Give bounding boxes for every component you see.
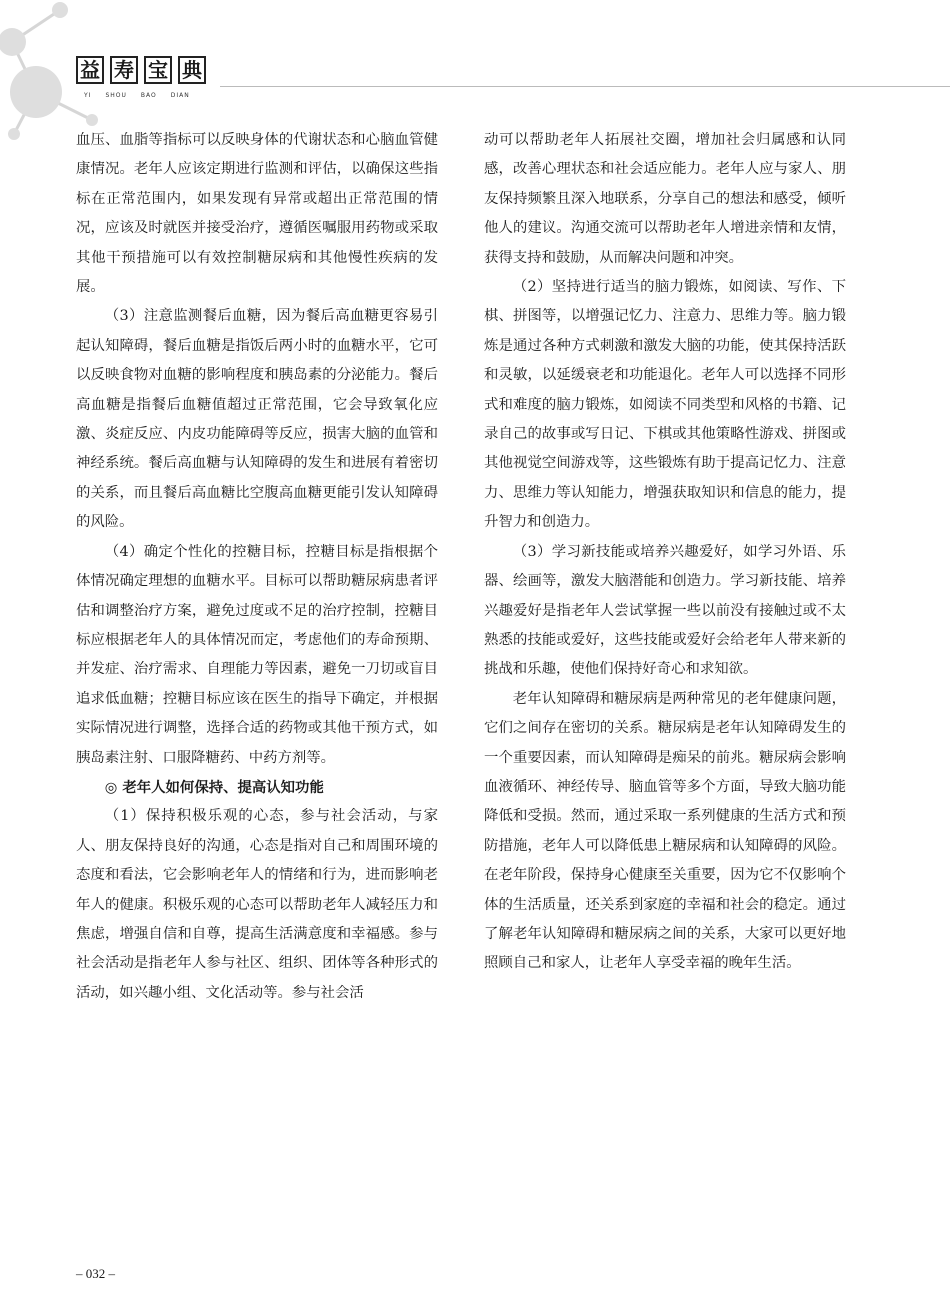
paragraph: 老年认知障碍和糖尿病是两种常见的老年健康问题，它们之间存在密切的关系。糖尿病是老年认知障碍发生的一个重要因素，而认知障碍是痴呆的前兆。糖尿病会影响血液循环、神经传导、脑血管等多个方面，导致大脑功能降低和受损。然而，通过采取一系列健康的生活方式和预防措施，老年人可以降低患上糖尿病和认知障碍的风险。在老年阶段，保持身心健康至关重要，因为它不仅影响个体的生活质量，还关系到家庭的幸福和社会的稳定。通过了解老年认知障碍和糖尿病之间的关系，大家可以更好地照顾自己和家人，让老年人享受幸福的晚年生活。 bbox=[484, 690, 846, 972]
paragraph: 血压、血脂等指标可以反映身体的代谢状态和心脑血管健康情况。老年人应该定期进行监测和评估，以确保这些指标在正常范围内，如果发现有异常或超出正常范围的情况，应该及时就医并接受治疗，遵循医嘱服用药物或采取其他干预措施可以有效控制糖尿病和其他慢性疾病的发展。 bbox=[76, 132, 438, 296]
left-column bbox=[76, 126, 438, 1008]
brand-char: 寿 bbox=[110, 56, 138, 84]
paragraph: （3）注意监测餐后血糖，因为餐后高血糖更容易引起认知障碍，餐后血糖是指饭后两小时的血糖水平，它可以反映食物对血糖的影响程度和胰岛素的分泌能力。餐后高血糖是指餐后血糖值超过正常范围，它会导致氧化应激、炎症反应、内皮功能障碍等反应，损害大脑的血管和神经系统。餐后高血糖与认知障碍的发生和进展有着密切的关系，而且餐后高血糖比空腹高血糖更能引发认知障碍的风险。 bbox=[76, 308, 438, 531]
paragraph: 动可以帮助老年人拓展社交圈，增加社会归属感和认同感，改善心理状态和社会适应能力。老年人应与家人、朋友保持频繁且深入地联系，分享自己的想法和感受，倾听他人的建议。沟通交流可以帮助老年人增进亲情和友情，获得支持和鼓励，从而解决问题和冲突。 bbox=[484, 132, 846, 266]
section-heading: ◎ 老年人如何保持、提高认知功能 bbox=[104, 778, 324, 796]
brand-pinyin bbox=[84, 92, 190, 99]
paragraph: （3）学习新技能或培养兴趣爱好，如学习外语、乐器、绘画等，激发大脑潜能和创造力。学习新技能、培养兴趣爱好是指老年人尝试掌握一些以前没有接触过或不太熟悉的技能或爱好，这些技能或爱好会给老年人带来新的挑战和乐趣，使他们保持好奇心和求知欲。 bbox=[484, 543, 846, 678]
paragraph: （2）坚持进行适当的脑力锻炼，如阅读、写作、下棋、拼图等，以增强记忆力、注意力、思维力等。脑力锻炼是通过各种方式刺激和激发大脑的功能，使其保持活跃和灵敏，以延缓衰老和功能退化。老年人可以选择不同形式和难度的脑力锻炼，如阅读不同类型和风格的书籍、记录自己的故事或写日记、下棋或其他策略性游戏、拼图或其他视觉空间游戏等，这些锻炼有助于提高记忆力、注意力、思维力等认知能力，增强获取知识和信息的能力，提升智力和创造力。 bbox=[484, 279, 846, 531]
header-divider bbox=[220, 86, 950, 87]
brand-char: 宝 bbox=[144, 56, 172, 84]
page-number: – 032 – bbox=[76, 1266, 115, 1281]
brand-char: 益 bbox=[76, 56, 104, 84]
pinyin-syllable: SHOU bbox=[105, 92, 127, 99]
paragraph: （1）保持积极乐观的心态，参与社会活动，与家人、朋友保持良好的沟通，心态是指对自己和周围环境的态度和看法，它会影响老年人的情绪和行为，进而影响老年人的健康。积极乐观的心态可以帮助老年人减轻压力和焦虑，增强自信和自尊，提高生活满意度和幸福感。参与社会活动是指老年人参与社区、组织、团体等各种形式的活动，如兴趣小组、文化活动等。参与社会活 bbox=[76, 808, 438, 1001]
right-column bbox=[484, 126, 846, 979]
brand-title bbox=[76, 56, 206, 84]
pinyin-syllable: BAO bbox=[140, 92, 157, 99]
paragraph: （4）确定个性化的控糖目标，控糖目标是指根据个体情况确定理想的血糖水平。目标可以帮助糖尿病患者评估和调整治疗方案，避免过度或不足的治疗控制，控糖目标应根据老年人的具体情况而定，考虑他们的寿命预期、并发症、治疗需求、自理能力等因素，避免一刀切或盲目追求低血糖；控糖目标应该在医生的指导下确定，并根据实际情况进行调整，选择合适的药物或其他干预方式，如胰岛素注射、口服降糖药、中药方剂等。 bbox=[76, 543, 438, 766]
pinyin-syllable: YI bbox=[84, 92, 92, 99]
brand-char: 典 bbox=[178, 56, 206, 84]
pinyin-syllable: DIAN bbox=[170, 92, 190, 99]
